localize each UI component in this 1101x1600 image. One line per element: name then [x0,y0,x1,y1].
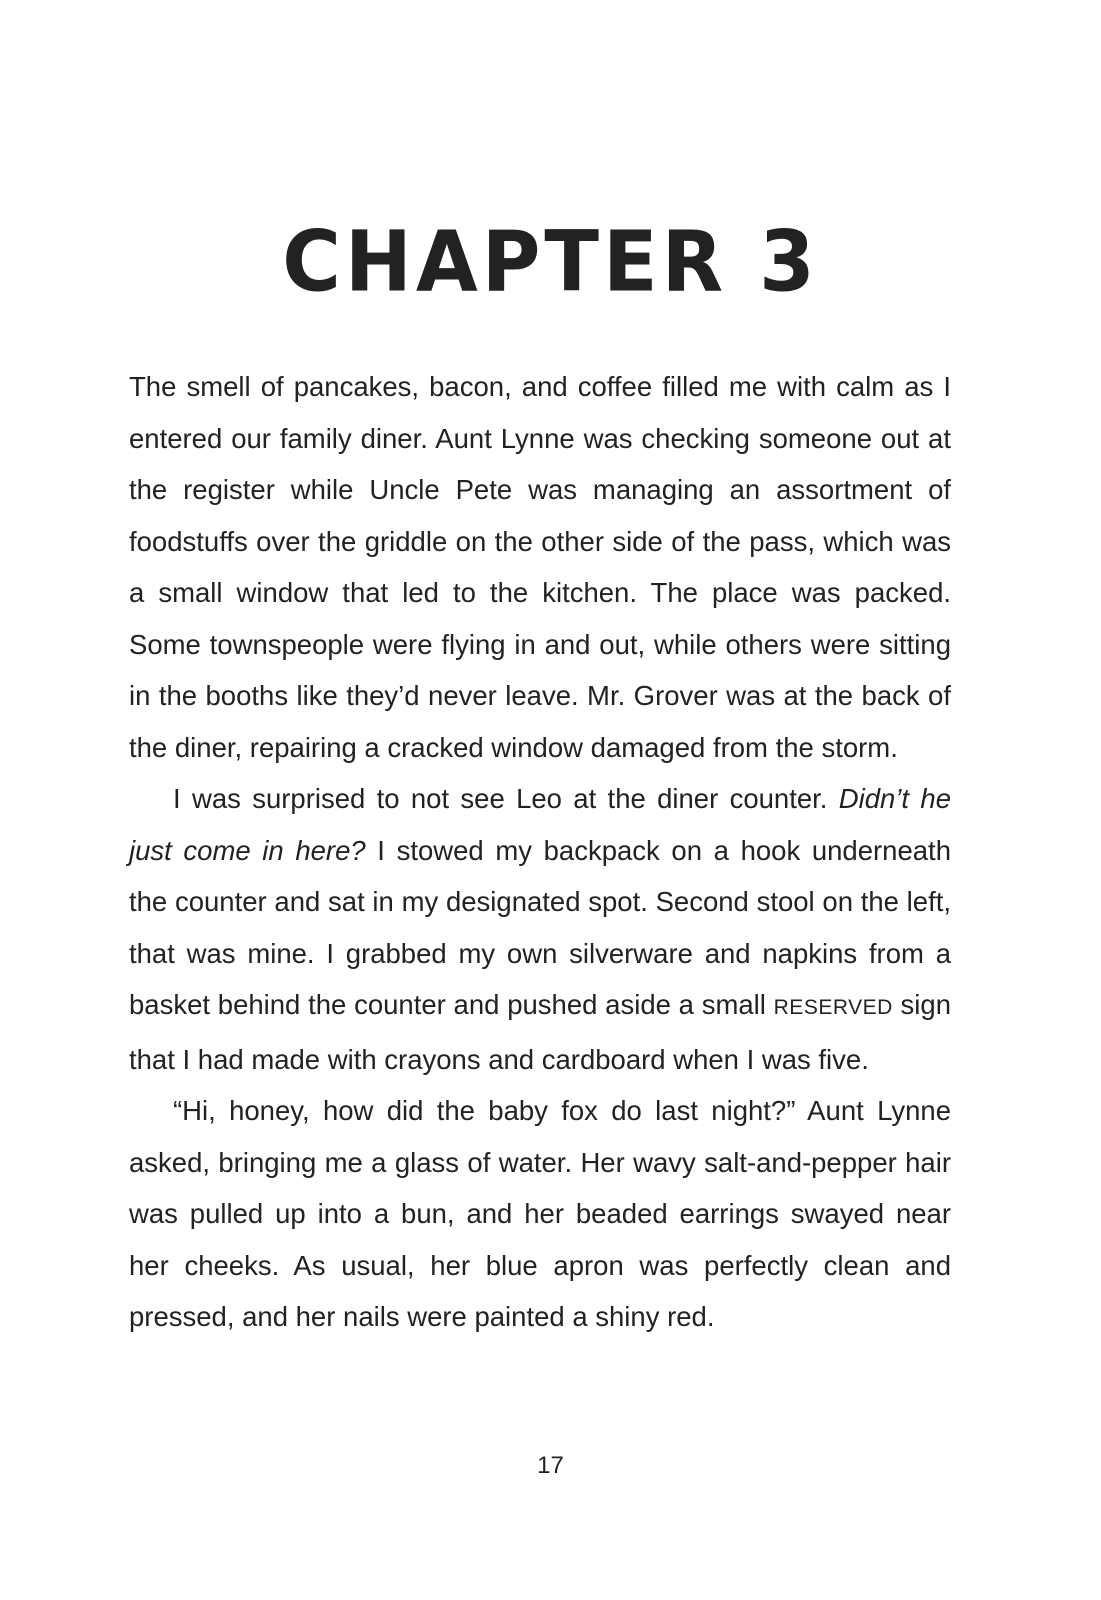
paragraph-3: “Hi, honey, how did the baby fox do last night?” Aunt Lynne asked, bringing me a glass of water. Her wavy salt-and-pepper hair was pulled up into a bun, and her beaded earrings swayed near her cheeks. As usual, her blue apron was perfectly clean and pressed, and her nails were painted a shiny red. [129,1095,951,1332]
chapter-body [129,361,951,1343]
paragraph-2 [129,773,951,1085]
paragraph-2-italic: Didn’t he just come in here? [129,783,951,866]
paragraph-2-text-a: I was surprised to not see Leo at the diner counter. [173,783,839,814]
page-number: 17 [537,1452,564,1479]
paragraph-1: The smell of pancakes, bacon, and coffee filled me with calm as I entered our family diner. Aunt Lynne was checking someone out at the register while Uncle Pete was managing an assortment of foodstuffs over the griddle on the other side of the pass, which was a small window that led to the kitchen. The place was packed. Some townspeople were flying in and out, while others were sitting in the booths like they’d never leave. Mr. Grover was at the back of the diner, repairing a cracked window damaged from the storm. [129,371,951,763]
paragraph-2-text-c: sign that I had made with crayons and cardboard when I was five. [129,989,951,1075]
reserved-smallcaps: RESERVED [773,996,893,1019]
chapter-heading: CHAPTER 3 [282,212,819,311]
paragraph-2-text-b: I stowed my backpack on a hook underneath the counter and sat in my designated spot. Second stool on the left, that was mine. I grabbed my own silverware and napkins from a basket behind the counter and pushed aside a small [129,834,951,1020]
